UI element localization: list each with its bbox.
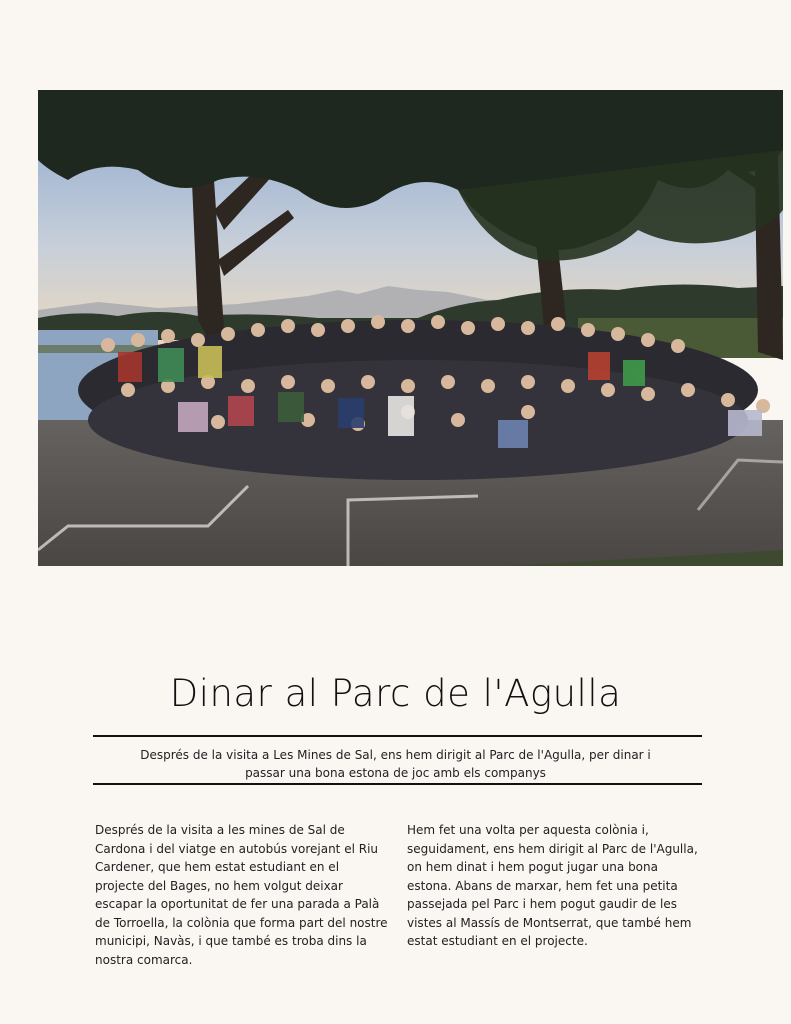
article-subtitle: Després de la visita a Les Mines de Sal, ens hem dirigit al Parc de l'Agulla, per dinar i passar una bona estona de joc amb els companys (140, 748, 651, 780)
body-column-right: Hem fet una volta per aquesta colònia i, seguidament, ens hem dirigit al Parc de l'Agulla, on hem dinat i hem pogut jugar una bona estona. Abans de marxar, hem fet una petita passejada pel Parc i hem pogut gaudir de les vistes al Massís de Montserrat, que també hem estat estudiant en el projecte. (407, 823, 698, 948)
body-column-left: Després de la visita a les mines de Sal de Cardona i del viatge en autobús vorejant el Riu Cardener, que hem estat estudiant en el projecte del Bages, no hem volgut deixar escapar la oportunitat de fer una parada a Palà de Torroella, la colònia que forma part del nostre municipi, Navàs, i que també es troba dins la nostra comarca. (95, 823, 388, 967)
title-divider-top (93, 735, 702, 737)
article-title: Dinar al Parc de l'Agulla (169, 672, 622, 715)
title-divider-bottom (93, 783, 702, 785)
group-photo (38, 90, 783, 566)
group-photo-illustration (38, 90, 783, 566)
